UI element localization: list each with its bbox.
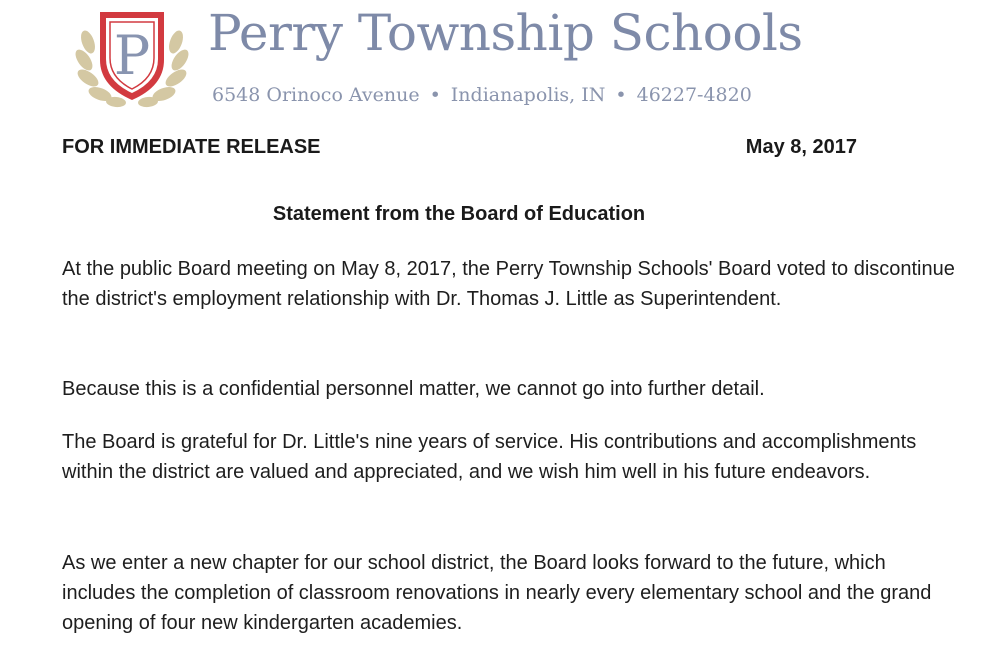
address-line: [212, 86, 752, 105]
address-zip: 46227-4820: [636, 84, 752, 106]
address-street: 6548 Orinoco Avenue: [212, 84, 420, 106]
bullet-separator-icon: •: [615, 84, 627, 106]
bullet-separator-icon: •: [429, 84, 441, 106]
release-line: [62, 133, 862, 161]
perry-shield-logo-icon: [70, 2, 194, 114]
statement-paragraph: As we enter a new chapter for our school district, the Board looks forward to the future, which includes the completion of classroom renovations in nearly every elementary school and the grand opening of four new kindergarten academies.: [62, 552, 932, 634]
letterhead: [70, 0, 970, 118]
organization-name: Perry Township Schools: [208, 4, 803, 62]
statement-paragraph: The Board is grateful for Dr. Little's nine years of service. His contributions and accomplishments within the district are valued and appreciated, and we wish him well in his future endeavors.: [62, 431, 917, 483]
address-city: Indianapolis, IN: [450, 84, 606, 106]
release-date: May 8, 2017: [745, 136, 857, 158]
svg-text:P: P: [113, 24, 151, 87]
statement-title: Statement from the Board of Education: [272, 203, 646, 225]
statement-paragraph: Because this is a confidential personnel matter, we cannot go into further detail.: [62, 378, 765, 400]
release-label: FOR IMMEDIATE RELEASE: [62, 136, 321, 158]
statement-paragraph: At the public Board meeting on May 8, 2017, the Perry Township Schools' Board voted to discontinue the district's employment relationship with Dr. Thomas J. Little as Superintendent.: [62, 258, 955, 310]
